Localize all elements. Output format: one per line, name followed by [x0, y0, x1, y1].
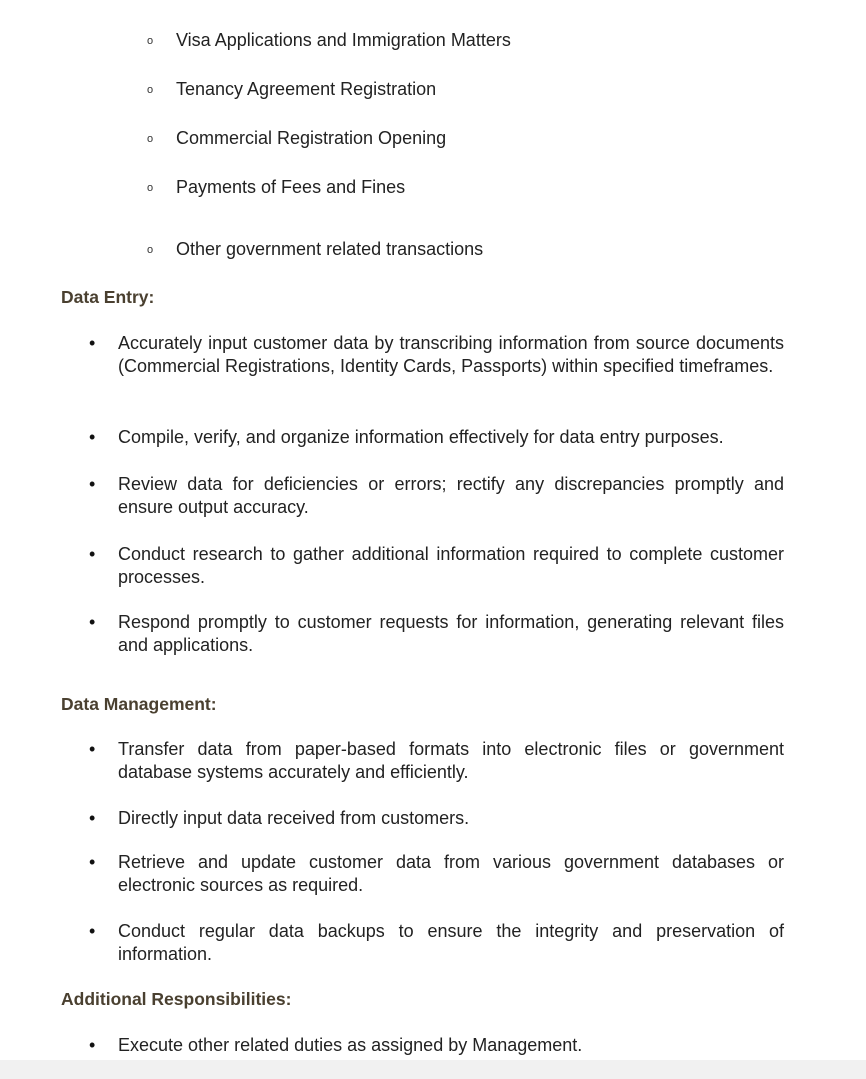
bullet-text: Transfer data from paper-based formats into electronic files or government database systems accurately and efficiently. [118, 739, 784, 782]
circle-bullet-icon: o [147, 84, 154, 96]
bullet-text: Conduct regular data backups to ensure the integrity and preservation of information. [118, 921, 784, 964]
circle-bullet-icon: o [147, 35, 154, 47]
circle-bullet-icon: o [147, 244, 154, 256]
section-heading-additional-responsibilities: Additional Responsibilities: [61, 989, 292, 1009]
bullet-text: Review data for deficiencies or errors; rectify any discrepancies promptly and ensure output accuracy. [118, 474, 784, 517]
bullet-text: Execute other related duties as assigned by Management. [118, 1035, 583, 1055]
bullet-text: Accurately input customer data by transcribing information from source documents (Commercial Registrations, Identity Cards, Passports) within specified timeframes. [118, 333, 784, 376]
bullet-text: Directly input data received from customers. [118, 808, 470, 828]
bullet-icon: • [89, 544, 96, 564]
bullet-icon: • [89, 612, 96, 632]
bullet-icon: • [89, 1035, 96, 1055]
bullet-icon: • [89, 333, 96, 353]
sub-list-item-text: Visa Applications and Immigration Matters [176, 30, 511, 50]
bullet-icon: • [89, 852, 96, 872]
circle-bullet-icon: o [147, 182, 154, 194]
bullet-text: Retrieve and update customer data from various government databases or electronic sources as required. [118, 852, 784, 895]
bullet-icon: • [89, 427, 96, 447]
circle-bullet-icon: o [147, 133, 154, 145]
section-heading-data-entry: Data Entry: [61, 287, 155, 307]
bullet-icon: • [89, 808, 96, 828]
section-heading-data-management: Data Management: [61, 694, 217, 714]
bullet-icon: • [89, 739, 96, 759]
bullet-text: Conduct research to gather additional information required to complete customer processes. [118, 544, 784, 587]
bullet-text: Respond promptly to customer requests for information, generating relevant files and applications. [118, 612, 784, 655]
bullet-text: Compile, verify, and organize information effectively for data entry purposes. [118, 427, 724, 447]
bullet-icon: • [89, 474, 96, 494]
sub-list-item-text: Commercial Registration Opening [176, 128, 447, 148]
sub-list-item-text: Tenancy Agreement Registration [176, 79, 437, 99]
sub-list-item-text: Payments of Fees and Fines [176, 177, 406, 197]
sub-list-item-text: Other government related transactions [176, 239, 484, 259]
bullet-icon: • [89, 921, 96, 941]
